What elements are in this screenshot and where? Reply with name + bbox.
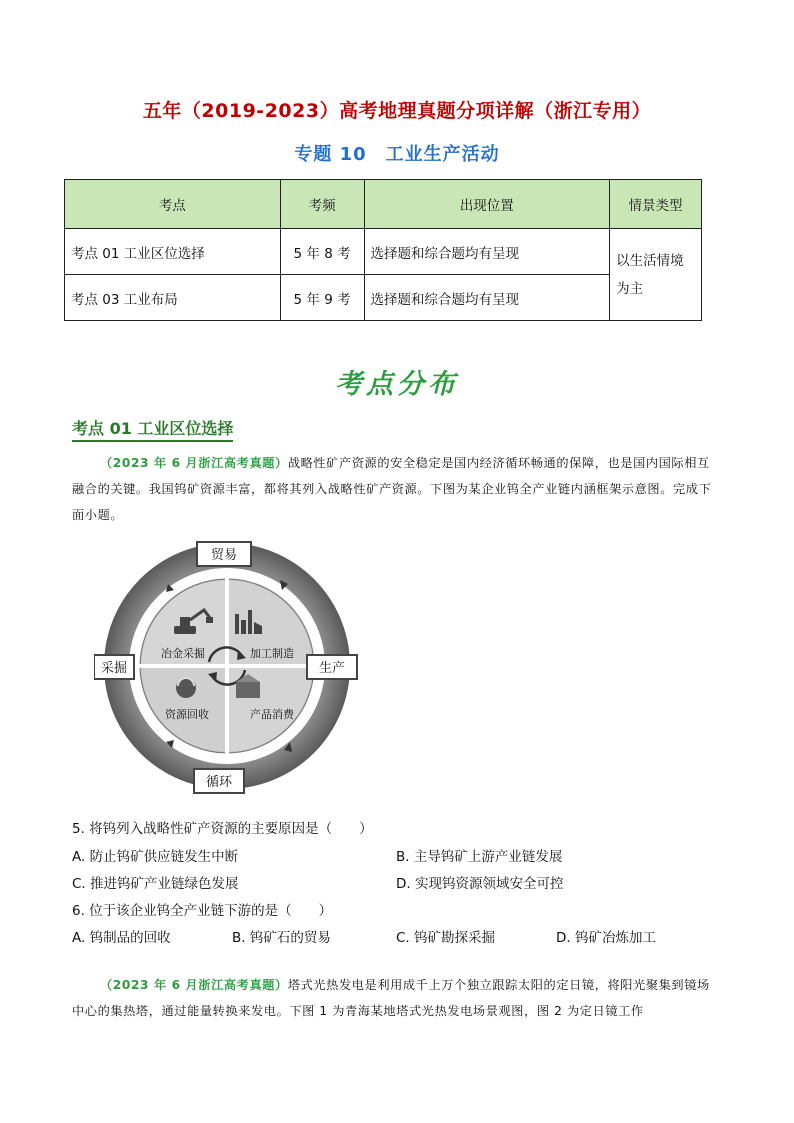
point-cell: 考点 03 工业布局 <box>65 275 281 321</box>
document-title: 五年（2019-2023）高考地理真题分项详解（浙江专用） <box>142 100 652 122</box>
question-6-option-a[interactable]: A. 钨制品的回收 <box>72 930 171 946</box>
freq-cell: 5 年 8 考 <box>280 229 364 275</box>
freq-cell: 5 年 9 考 <box>280 275 364 321</box>
question-5-option-a[interactable]: A. 防止钨矿供应链发生中断 <box>72 849 239 865</box>
scene-line: 以生活情境 <box>616 252 684 269</box>
header-cell: 考点 <box>65 180 281 229</box>
passage-source: （2023 年 6 月浙江高考真题） <box>100 978 288 992</box>
passage-source: （2023 年 6 月浙江高考真题） <box>100 456 288 470</box>
exam-point-title: 考点 01 工业区位选择 <box>72 416 233 442</box>
question-5-option-b[interactable]: B. 主导钨矿上游产业链发展 <box>396 849 563 865</box>
outer-label-bottom: 循环 <box>205 775 233 790</box>
passage-text: 塔式光热发电是利用成千上万个独立跟踪太阳的定日镜，将阳光聚集到镜场中心的集热塔，通过能量转换来发电。下图 1 为青海某地塔式光热发电场景观图，图 2 为定日镜工作 <box>72 978 710 1018</box>
table-row <box>65 275 702 321</box>
table-header-row <box>65 180 702 229</box>
section-heading: 考点分布 <box>335 369 459 400</box>
passage-1 <box>72 450 722 528</box>
outer-label-left: 采掘 <box>100 661 128 676</box>
question-6-option-d[interactable]: D. 钨矿冶炼加工 <box>556 930 656 946</box>
position-cell: 选择题和综合题均有呈现 <box>364 229 610 275</box>
topic-subtitle: 专题 10 工业生产活动 <box>294 144 500 165</box>
outer-label-top: 贸易 <box>210 548 238 563</box>
point-cell: 考点 01 工业区位选择 <box>65 229 281 275</box>
scene-cell <box>610 229 702 321</box>
header-cell: 情景类型 <box>610 180 702 229</box>
position-cell: 选择题和综合题均有呈现 <box>364 275 610 321</box>
quadrant-label: 冶金采掘 <box>161 647 205 660</box>
tungsten-industry-chain-diagram <box>94 540 364 808</box>
quadrant-label: 资源回收 <box>165 708 209 721</box>
header-cell: 考频 <box>280 180 364 229</box>
header-cell: 出现位置 <box>364 180 610 229</box>
question-5-stem: 5. 将钨列入战略性矿产资源的主要原因是（ ） <box>72 821 373 837</box>
quadrant-label: 产品消费 <box>250 708 294 721</box>
question-6-option-c[interactable]: C. 钨矿勘探采掘 <box>396 930 496 946</box>
scene-line: 为主 <box>616 280 644 297</box>
question-6-option-b[interactable]: B. 钨矿石的贸易 <box>232 930 331 946</box>
question-5-option-d[interactable]: D. 实现钨资源领域安全可控 <box>396 876 564 892</box>
passage-text: 战略性矿产资源的安全稳定是国内经济循环畅通的保障，也是国内国际相互融合的关键。我国钨矿资源丰富，都将其列入战略性矿产资源。下图为某企业钨全产业链内涵框架示意图。完成下面小题。 <box>72 456 712 522</box>
exam-point-table <box>64 179 702 321</box>
question-6-stem: 6. 位于该企业钨全产业链下游的是（ ） <box>72 903 333 919</box>
question-5-option-c[interactable]: C. 推进钨矿产业链绿色发展 <box>72 876 239 892</box>
quadrant-label: 加工制造 <box>250 647 294 660</box>
table-row <box>65 229 702 275</box>
outer-label-right: 生产 <box>318 661 346 676</box>
recycle-icon <box>176 678 196 698</box>
passage-2 <box>72 972 722 1024</box>
